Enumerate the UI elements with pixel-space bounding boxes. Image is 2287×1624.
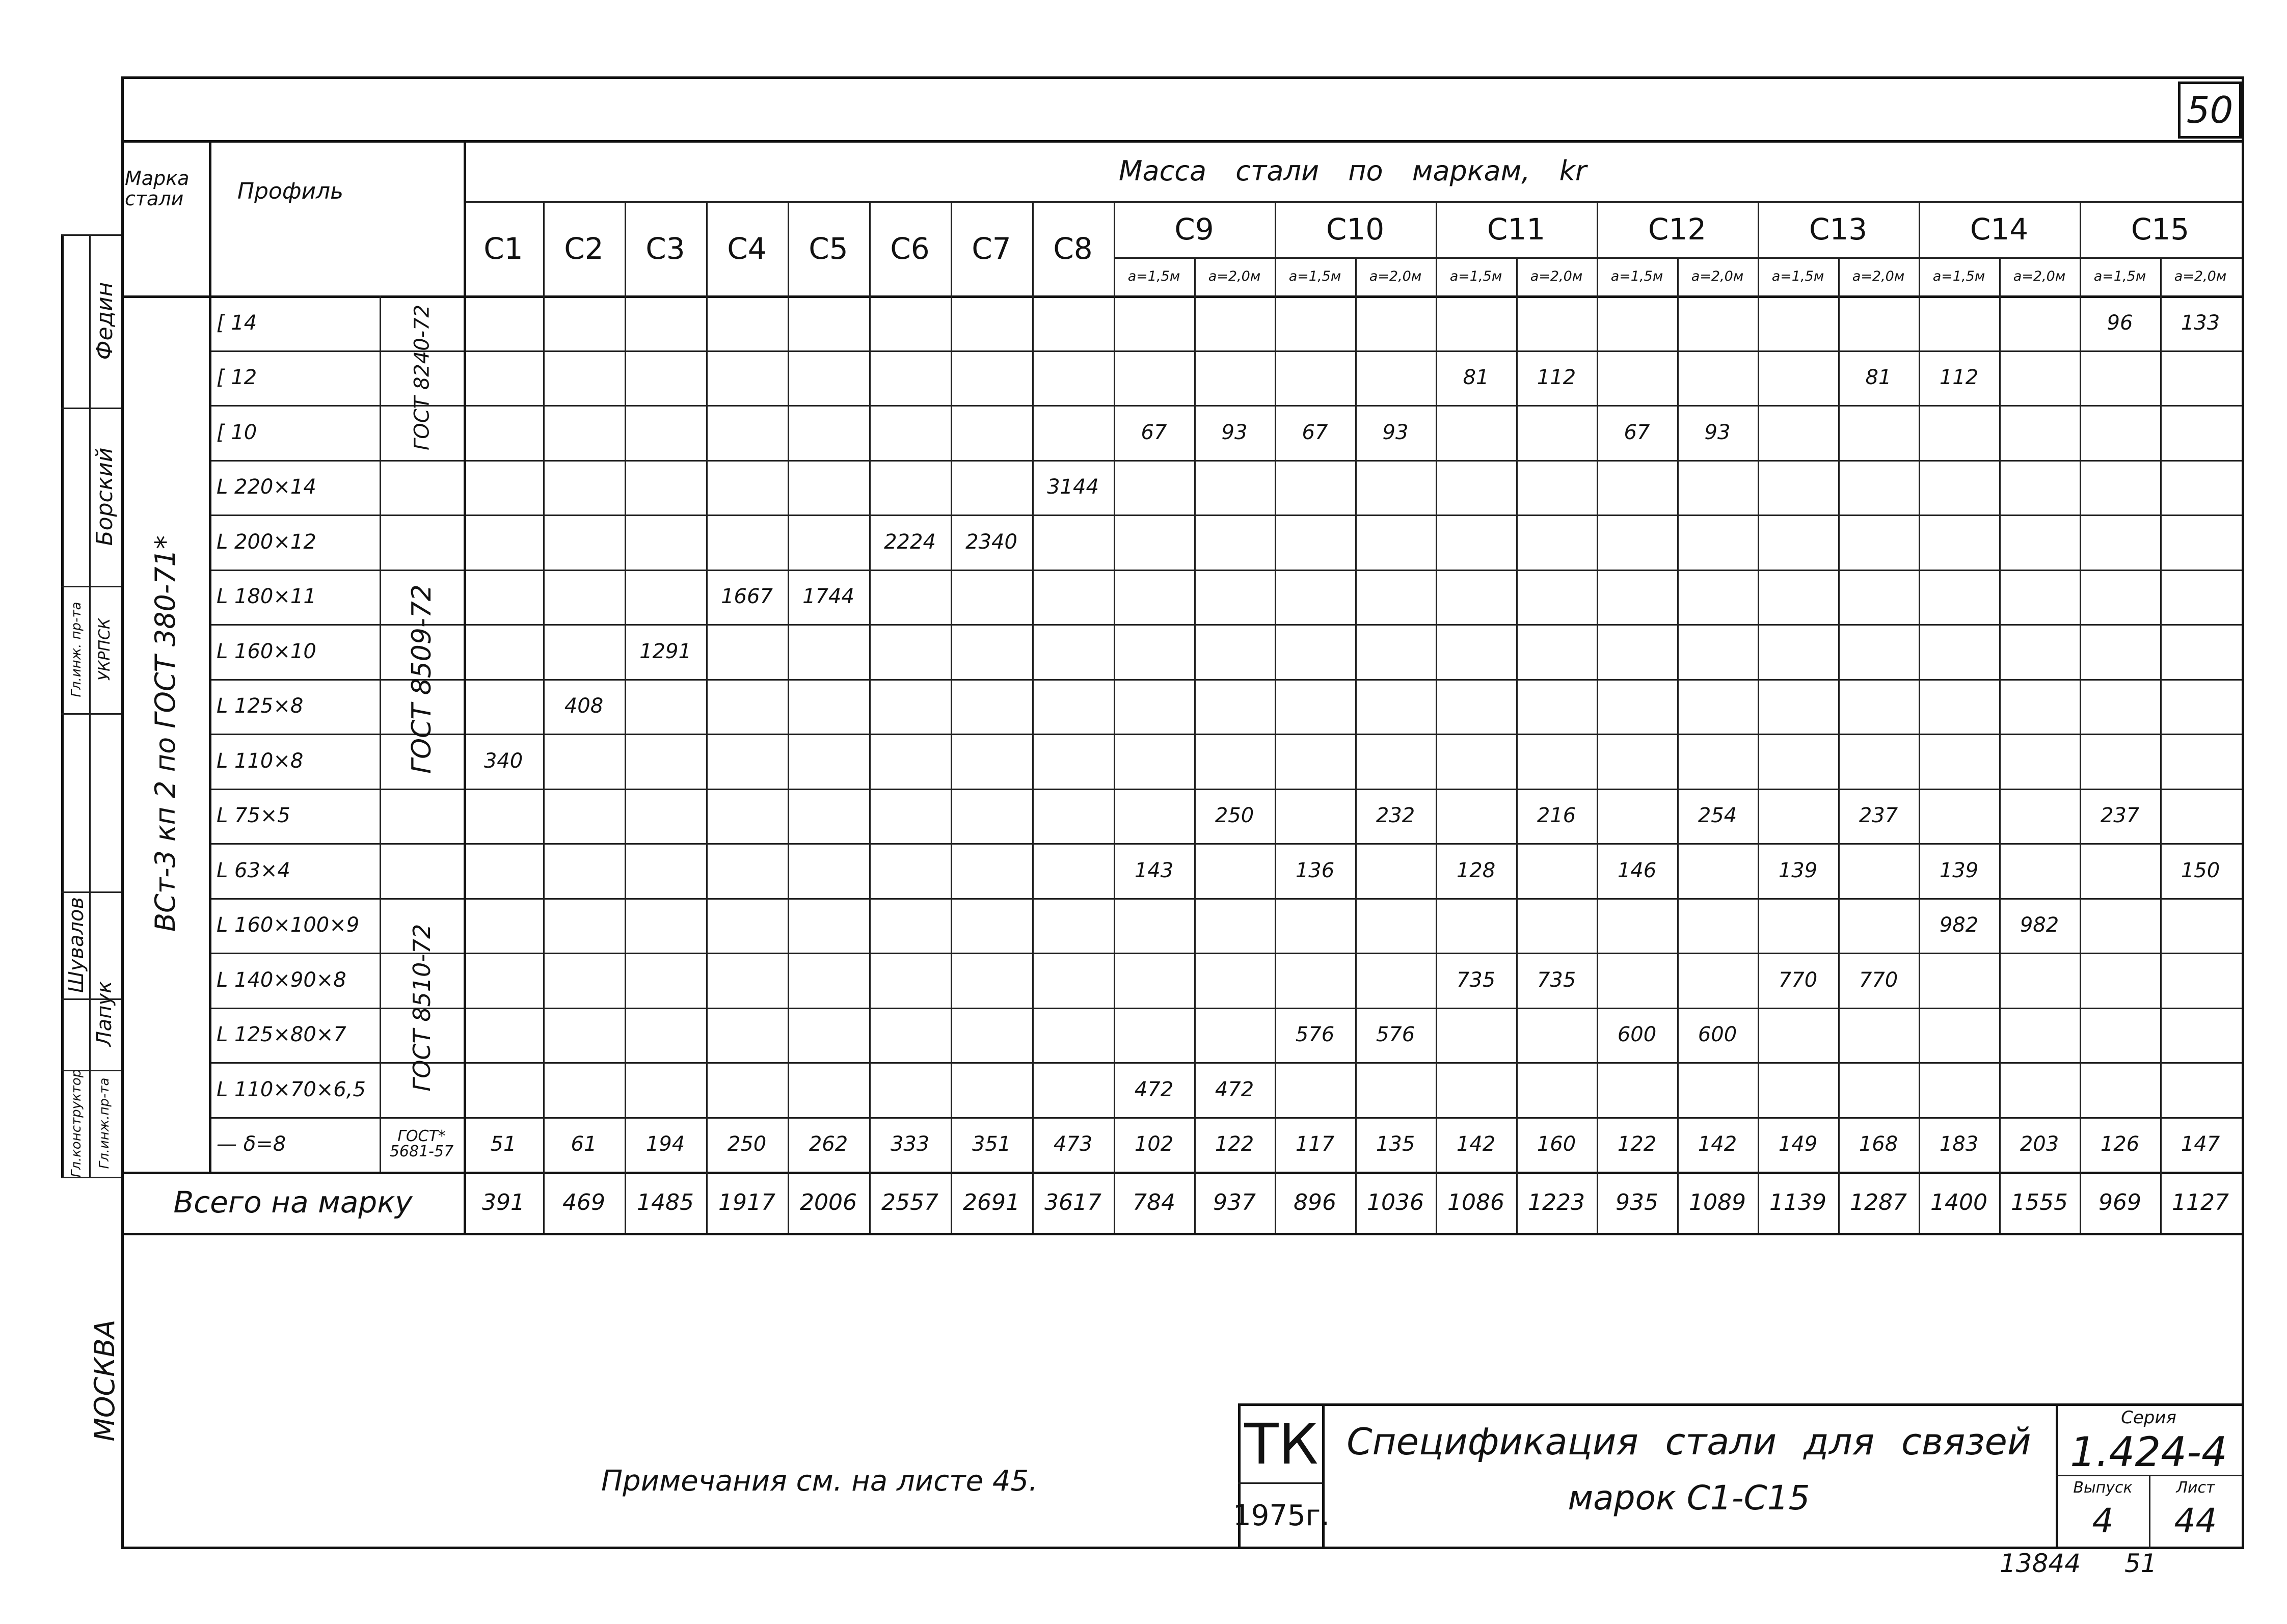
mark-header: C12: [1648, 212, 1707, 247]
sub-header-b: a=2,0м: [1208, 268, 1261, 284]
sub-header-b: a=2,0м: [1369, 268, 1422, 284]
total-label: Всего на марку: [173, 1185, 413, 1220]
stamp-line: [89, 234, 91, 1177]
profile-cell: L 110×70×6,5: [217, 1077, 366, 1101]
standard-angle-equal: ГОСТ 8509-72: [407, 584, 437, 774]
sub-header-a: a=1,5м: [1288, 268, 1341, 284]
total-value: 2691: [963, 1189, 1020, 1215]
value-cell: 600: [1698, 1023, 1737, 1047]
total-value: 2557: [881, 1189, 938, 1215]
issue-number: 4: [2092, 1501, 2114, 1540]
sub-col-line: [2160, 257, 2162, 1233]
value-cell: 576: [1376, 1023, 1415, 1047]
stamp-name-lapuk: Лапук: [93, 981, 116, 1047]
value-cell: 333: [890, 1132, 930, 1156]
value-cell: 735: [1537, 968, 1576, 992]
value-cell: 1667: [721, 585, 773, 609]
value-cell: 146: [1617, 858, 1657, 882]
value-cell: 67: [1302, 420, 1328, 444]
value-cell: 473: [1053, 1132, 1093, 1156]
mark-header: C14: [1970, 212, 2029, 247]
stamp-title: Гл.инж. пр-та: [69, 602, 84, 697]
value-cell: 254: [1698, 804, 1737, 828]
value-cell: 982: [1939, 913, 1979, 937]
value-cell: 351: [972, 1132, 1011, 1156]
value-cell: 3144: [1047, 475, 1099, 499]
value-cell: 135: [1376, 1132, 1415, 1156]
series-number: 1.424-4: [2070, 1428, 2227, 1476]
stamp-org: УКРПСК: [95, 618, 114, 681]
sub-header-b: a=2,0м: [1691, 268, 1744, 284]
mark-header: C4: [727, 231, 767, 266]
mark-col-line: [1597, 201, 1598, 1233]
sub-header-a: a=1,5м: [2093, 268, 2146, 284]
sub-header-a: a=1,5м: [1932, 268, 1985, 284]
mark-col-line: [869, 201, 871, 1233]
row-line: [209, 460, 2242, 462]
row-line: [209, 624, 2242, 626]
value-cell: 1291: [639, 639, 691, 663]
total-value: 937: [1213, 1189, 1256, 1215]
profile-cell: L 220×14: [217, 475, 316, 499]
value-cell: 2340: [965, 530, 1017, 554]
profile-cell: L 125×8: [217, 694, 304, 718]
value-cell: 183: [1939, 1132, 1979, 1156]
profile-cell: — δ=8: [217, 1132, 286, 1156]
value-cell: 133: [2181, 311, 2220, 335]
stamp-title: Гл.конструктор: [69, 1069, 84, 1178]
row-line: [209, 1008, 2242, 1009]
value-cell: 600: [1617, 1023, 1657, 1047]
total-value: 784: [1133, 1189, 1175, 1215]
notes-text: Примечания см. на листе 45.: [601, 1465, 1038, 1498]
mark-header: C3: [645, 231, 685, 266]
value-cell: 735: [1456, 968, 1496, 992]
profile-cell: L 63×4: [217, 858, 290, 882]
value-cell: 139: [1939, 858, 1979, 882]
mass-title: Масса стали по маркам, kr: [1118, 154, 1587, 187]
profile-cell: L 200×12: [217, 530, 316, 554]
value-cell: 472: [1215, 1077, 1254, 1101]
mark-header: C13: [1809, 212, 1868, 247]
sub-col-line: [1999, 257, 2001, 1233]
profile-cell: [ 12: [217, 366, 257, 390]
mark-header: C8: [1053, 231, 1093, 266]
value-cell: 160: [1537, 1132, 1576, 1156]
sheet-ref: 44: [2174, 1501, 2217, 1540]
stamp-office: МОСКВА: [88, 1319, 121, 1442]
value-cell: 216: [1537, 804, 1576, 828]
value-cell: 147: [2181, 1132, 2220, 1156]
sub-col-line: [1355, 257, 1357, 1233]
stamp-title: Гл.инж.пр-та: [97, 1077, 112, 1169]
mark-header: C15: [2131, 212, 2190, 247]
value-cell: 770: [1778, 968, 1818, 992]
value-cell: 128: [1456, 858, 1496, 882]
doc-title-line1: Спецификация стали для связей: [1347, 1420, 2031, 1463]
value-cell: 194: [645, 1132, 685, 1156]
total-value: 1400: [1930, 1189, 1987, 1215]
profile-col-header: Профиль: [237, 178, 344, 204]
mark-col-line: [2080, 201, 2081, 1233]
steel-grade: ВСт-3 кп 2 по ГОСТ 380-71*: [149, 535, 181, 932]
value-cell: 126: [2100, 1132, 2140, 1156]
total-bottom-line: [121, 1233, 2242, 1235]
row-line: [209, 679, 2242, 681]
value-cell: 142: [1456, 1132, 1496, 1156]
value-cell: 102: [1134, 1132, 1174, 1156]
profile-cell: [ 14: [217, 311, 257, 335]
sub-header-a: a=1,5м: [1610, 268, 1663, 284]
total-value: 969: [2098, 1189, 2141, 1215]
mark-col-line: [706, 201, 708, 1233]
value-cell: 262: [809, 1132, 848, 1156]
value-cell: 51: [490, 1132, 517, 1156]
standard-col-line: [380, 295, 381, 1172]
frame-top: [121, 76, 2244, 79]
sheet-number: 50: [2186, 89, 2234, 131]
value-cell: 143: [1134, 858, 1174, 882]
value-cell: 93: [1221, 420, 1248, 444]
total-value: 391: [482, 1189, 525, 1215]
sub-header-a: a=1,5м: [1127, 268, 1180, 284]
profile-cell: L 180×11: [217, 585, 316, 609]
profile-cell: L 75×5: [217, 804, 290, 828]
year: 1975г.: [1233, 1499, 1330, 1532]
sub-header-a: a=1,5м: [1449, 268, 1502, 284]
value-cell: 136: [1295, 858, 1335, 882]
profile-cell: [ 10: [217, 420, 257, 444]
stamp-name-fedin: Федин: [91, 282, 118, 360]
profile-cell: L 125×80×7: [217, 1023, 346, 1047]
mark-col-line: [625, 201, 626, 1233]
mark-col-line: [1032, 201, 1034, 1233]
standard-plate: ГОСТ* 5681-57: [389, 1127, 454, 1161]
value-cell: 67: [1624, 420, 1650, 444]
value-cell: 576: [1295, 1023, 1335, 1047]
mark-header: C1: [483, 231, 523, 266]
profile-cell: L 160×10: [217, 639, 316, 663]
total-value: 935: [1616, 1189, 1658, 1215]
total-value: 1287: [1850, 1189, 1907, 1215]
value-cell: 112: [1939, 366, 1979, 390]
stamp-name-shuvalov: Шувалов: [65, 897, 88, 993]
value-cell: 770: [1859, 968, 1898, 992]
stamp-row-line: [61, 713, 121, 715]
value-cell: 408: [564, 694, 604, 718]
value-cell: 61: [571, 1132, 597, 1156]
total-value: 1555: [2011, 1189, 2068, 1215]
value-cell: 122: [1215, 1132, 1254, 1156]
value-cell: 232: [1376, 804, 1415, 828]
sub-header-b: a=2,0м: [2013, 268, 2066, 284]
profile-cell: L 110×8: [217, 749, 304, 773]
row-line: [209, 570, 2242, 571]
total-value: 1223: [1528, 1189, 1585, 1215]
value-cell: 149: [1778, 1132, 1818, 1156]
grade-col-line: [209, 140, 211, 1172]
footer-code: 13844: [2000, 1549, 2081, 1578]
standard-angle-unequal: ГОСТ 8510-72: [408, 924, 436, 1091]
total-value: 469: [562, 1189, 605, 1215]
value-cell: 142: [1698, 1132, 1737, 1156]
total-value: 3617: [1044, 1189, 1101, 1215]
value-cell: 150: [2181, 858, 2220, 882]
mark-col-line: [1275, 201, 1276, 1233]
value-cell: 2224: [884, 530, 936, 554]
total-value: 896: [1294, 1189, 1336, 1215]
mark-header: C10: [1326, 212, 1385, 247]
profile-cell: L 140×90×8: [217, 968, 346, 992]
total-value: 1139: [1769, 1189, 1826, 1215]
issue-label: Выпуск: [2073, 1478, 2133, 1497]
row-line: [209, 953, 2242, 954]
total-value: 2006: [800, 1189, 857, 1215]
profile-cell: L 160×100×9: [217, 913, 360, 937]
value-cell: 1744: [802, 585, 854, 609]
sub-header-a: a=1,5м: [1771, 268, 1824, 284]
value-cell: 340: [483, 749, 523, 773]
titleblock-issue-sep: [2149, 1475, 2150, 1549]
mark-col-line: [951, 201, 952, 1233]
profile-col-line: [464, 140, 466, 1233]
frame-right: [2242, 76, 2244, 1549]
value-cell: 237: [2100, 804, 2140, 828]
mark-header: C7: [972, 231, 1011, 266]
value-cell: 117: [1295, 1132, 1335, 1156]
value-cell: 81: [1463, 366, 1489, 390]
sheet-number-box: [2178, 82, 2242, 139]
frame-bottom: [121, 1547, 2244, 1549]
org-code: ТК: [1244, 1412, 1319, 1477]
total-value: 1127: [2172, 1189, 2229, 1215]
value-cell: 67: [1141, 420, 1167, 444]
mark-col-line: [1758, 201, 1759, 1233]
titleblock-org-mid: [1238, 1482, 1322, 1484]
sheet-label: Лист: [2176, 1478, 2215, 1497]
value-cell: 81: [1865, 366, 1892, 390]
sub-col-line: [1677, 257, 1679, 1233]
total-value: 1036: [1367, 1189, 1424, 1215]
sub-header-b: a=2,0м: [1852, 268, 1905, 284]
value-cell: 982: [2020, 913, 2059, 937]
standard-channel: ГОСТ 8240-72: [410, 305, 434, 451]
doc-title-line2: марок С1-С15: [1568, 1478, 1810, 1518]
total-value: 1089: [1689, 1189, 1746, 1215]
value-cell: 96: [2107, 311, 2133, 335]
value-cell: 237: [1859, 804, 1898, 828]
grade-col-header: Марка стали: [125, 167, 190, 210]
value-cell: 93: [1382, 420, 1409, 444]
mark-header: C11: [1487, 212, 1546, 247]
total-value: 1485: [637, 1189, 694, 1215]
value-cell: 93: [1704, 420, 1731, 444]
mark-header: C5: [809, 231, 848, 266]
value-cell: 250: [1215, 804, 1254, 828]
value-cell: 203: [2020, 1132, 2059, 1156]
value-cell: 168: [1859, 1132, 1898, 1156]
value-cell: 122: [1617, 1132, 1657, 1156]
total-value: 1917: [718, 1189, 775, 1215]
value-cell: 472: [1134, 1077, 1174, 1101]
total-value: 1086: [1447, 1189, 1504, 1215]
value-cell: 112: [1537, 366, 1576, 390]
sub-header-b: a=2,0м: [1530, 268, 1583, 284]
value-cell: 250: [727, 1132, 767, 1156]
series-label: Серия: [2121, 1408, 2176, 1428]
value-cell: 139: [1778, 858, 1818, 882]
mark-header: C9: [1174, 212, 1214, 247]
mark-header: C2: [564, 231, 604, 266]
mark-header: C6: [890, 231, 930, 266]
row-line: [209, 515, 2242, 516]
footer-num: 51: [2124, 1549, 2157, 1578]
mark-col-line: [788, 201, 789, 1233]
stamp-name-borsky: Борский: [91, 447, 118, 546]
sub-header-b: a=2,0м: [2174, 268, 2227, 284]
